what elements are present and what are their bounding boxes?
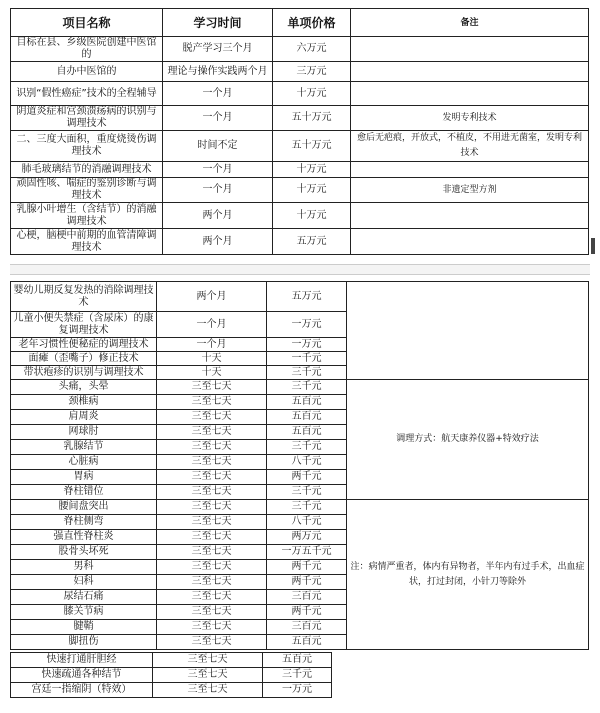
project-name-cell: 脚扭伤: [11, 635, 157, 650]
remark-cell: 非遗定型方剂: [351, 178, 589, 203]
project-name-cell: 头痛，头晕: [11, 380, 157, 395]
study-time-cell: 十天: [157, 352, 267, 366]
study-time-cell: 三至七天: [157, 620, 267, 635]
study-time-cell: 时间不定: [163, 131, 273, 162]
price-cell: 十万元: [273, 203, 351, 229]
study-time-cell: 两个月: [163, 203, 273, 229]
price-cell: 五百元: [267, 395, 347, 410]
price-cell: 两万元: [267, 530, 347, 545]
project-name-cell: 目标在县、乡级医院创建中医馆的: [11, 37, 163, 62]
price-cell: 一千元: [267, 352, 347, 366]
header-remarks: 备注: [351, 9, 589, 37]
project-name-cell: 股骨头坏死: [11, 545, 157, 560]
price-cell: 三百元: [267, 620, 347, 635]
price-cell: 两千元: [267, 575, 347, 590]
remark-cell: [351, 37, 589, 62]
project-name-cell: 阴道炎症和宫颈溃疡病的识别与调理技术: [11, 106, 163, 131]
table-row: [11, 203, 589, 229]
price-cell: 一万五千元: [267, 545, 347, 560]
study-time-cell: 三至七天: [157, 515, 267, 530]
project-name-cell: 男科: [11, 560, 157, 575]
price-cell: 三千元: [267, 500, 347, 515]
price-cell: 三万元: [273, 62, 351, 82]
remark-cell: 发明专利技术: [351, 106, 589, 131]
study-time-cell: 两个月: [157, 282, 267, 312]
price-cell: 五百元: [267, 410, 347, 425]
project-name-cell: 腱鞘: [11, 620, 157, 635]
study-time-cell: 理论与操作实践两个月: [163, 62, 273, 82]
project-name-cell: 脊柱错位: [11, 485, 157, 500]
project-name-cell: 快速疏通各种结节: [11, 668, 153, 683]
study-time-cell: 三至七天: [157, 605, 267, 620]
price-cell: 三千元: [263, 668, 332, 683]
table-row: [11, 162, 589, 178]
remarks-blank-cell: [347, 282, 589, 380]
study-time-cell: 三至七天: [153, 668, 263, 683]
project-name-cell: 胃病: [11, 470, 157, 485]
price-cell: 三百元: [267, 590, 347, 605]
treatment-method-note: 调理方式：航天康养仪器+特效疗法: [347, 380, 589, 500]
project-name-cell: 膝关节病: [11, 605, 157, 620]
price-cell: 两千元: [267, 605, 347, 620]
price-cell: 一万元: [267, 312, 347, 338]
project-name-cell: 自办中医馆的: [11, 62, 163, 82]
table-row: [11, 380, 589, 395]
pricing-table-main: [10, 8, 589, 255]
project-name-cell: 肩周炎: [11, 410, 157, 425]
header-project-name: 项目名称: [11, 9, 163, 37]
price-cell: 三千元: [267, 366, 347, 380]
study-time-cell: 三至七天: [157, 440, 267, 455]
study-time-cell: 三至七天: [157, 410, 267, 425]
price-cell: 五万元: [267, 282, 347, 312]
study-time-cell: 一个月: [157, 312, 267, 338]
study-time-cell: 一个月: [163, 106, 273, 131]
study-time-cell: 三至七天: [157, 530, 267, 545]
project-name-cell: 脊柱侧弯: [11, 515, 157, 530]
study-time-cell: 一个月: [163, 162, 273, 178]
study-time-cell: 一个月: [157, 338, 267, 352]
project-name-cell: 婴幼儿期反复发热的消除调理技术: [11, 282, 157, 312]
project-name-cell: 强直性脊柱炎: [11, 530, 157, 545]
table-row: [11, 178, 589, 203]
project-name-cell: 心梗，脑梗中前期的血管清障调理技术: [11, 229, 163, 255]
price-cell: 一万元: [267, 338, 347, 352]
study-time-cell: 脱产学习三个月: [163, 37, 273, 62]
table-row: [11, 106, 589, 131]
study-time-cell: 三至七天: [157, 380, 267, 395]
project-name-cell: 面瘫（歪嘴子）修正技术: [11, 352, 157, 366]
table-row: [11, 653, 332, 668]
study-time-cell: 一个月: [163, 82, 273, 106]
price-cell: 六万元: [273, 37, 351, 62]
price-cell: 八千元: [267, 515, 347, 530]
project-name-cell: 快速打通肝胆经: [11, 653, 153, 668]
project-name-cell: 二、三度大面积，重度烧烫伤调理技术: [11, 131, 163, 162]
table-row: [11, 500, 589, 515]
table-row: [11, 62, 589, 82]
project-name-cell: 老年习惯性便秘症的调理技术: [11, 338, 157, 352]
study-time-cell: 一个月: [163, 178, 273, 203]
header-study-time: 学习时间: [163, 9, 273, 37]
price-cell: 五十万元: [273, 106, 351, 131]
study-time-cell: 三至七天: [157, 455, 267, 470]
study-time-cell: 三至七天: [157, 425, 267, 440]
remark-cell: [351, 203, 589, 229]
study-time-cell: 三至七天: [153, 683, 263, 698]
price-cell: 三千元: [267, 485, 347, 500]
price-cell: 五百元: [267, 635, 347, 650]
page-break-divider: [10, 264, 590, 275]
project-name-cell: 带状疱疹的识别与调理技术: [11, 366, 157, 380]
price-cell: 十万元: [273, 178, 351, 203]
price-cell: 五百元: [263, 653, 332, 668]
price-cell: 五百元: [267, 425, 347, 440]
table-row: [11, 668, 332, 683]
project-name-cell: 乳腺结节: [11, 440, 157, 455]
price-cell: 五十万元: [273, 131, 351, 162]
project-name-cell: 肺毛玻璃结节的消融调理技术: [11, 162, 163, 178]
price-cell: 五万元: [273, 229, 351, 255]
project-name-cell: 网球肘: [11, 425, 157, 440]
study-time-cell: 三至七天: [157, 500, 267, 515]
study-time-cell: 三至七天: [157, 485, 267, 500]
project-name-cell: 心脏病: [11, 455, 157, 470]
study-time-cell: 三至七天: [157, 635, 267, 650]
project-name-cell: 识别“假性癌症”技术的全程辅导: [11, 82, 163, 106]
project-name-cell: 儿童小便失禁症（含尿床）的康复调理技术: [11, 312, 157, 338]
project-name-cell: 顽固性咳、喘症的鉴别诊断与调理技术: [11, 178, 163, 203]
table-row: [11, 282, 589, 312]
study-time-cell: 三至七天: [157, 470, 267, 485]
price-cell: 十万元: [273, 82, 351, 106]
table-row: [11, 82, 589, 106]
project-name-cell: 颈椎病: [11, 395, 157, 410]
study-time-cell: 三至七天: [157, 545, 267, 560]
table-row: [11, 37, 589, 62]
price-cell: 两千元: [267, 470, 347, 485]
table-row: [11, 131, 589, 162]
remark-cell: [351, 62, 589, 82]
table-row: [11, 683, 332, 698]
remark-cell: [351, 82, 589, 106]
project-name-cell: 宫廷一指缩阴（特效）: [11, 683, 153, 698]
project-name-cell: 乳腺小叶增生（含结节）的消融调理技术: [11, 203, 163, 229]
pricing-table-special: [10, 652, 332, 698]
scroll-indicator: [591, 238, 595, 254]
contraindication-note: 注：病情严重者，体内有异物者，半年内有过手术，出血症状，打过封闭，小针刀等除外: [347, 500, 589, 650]
price-cell: 三千元: [267, 440, 347, 455]
remark-cell: 愈后无疤痕，开放式，不植皮，不用进无菌室，发明专利技术: [351, 131, 589, 162]
price-cell: 八千元: [267, 455, 347, 470]
study-time-cell: 三至七天: [157, 395, 267, 410]
study-time-cell: 三至七天: [153, 653, 263, 668]
pricing-table-therapies: [10, 281, 589, 650]
price-cell: 两千元: [267, 560, 347, 575]
price-cell: 十万元: [273, 162, 351, 178]
study-time-cell: 两个月: [163, 229, 273, 255]
project-name-cell: 腰间盘突出: [11, 500, 157, 515]
study-time-cell: 三至七天: [157, 575, 267, 590]
table-row: [11, 229, 589, 255]
price-cell: 一万元: [263, 683, 332, 698]
study-time-cell: 三至七天: [157, 590, 267, 605]
project-name-cell: 妇科: [11, 575, 157, 590]
table-header-row: [11, 9, 589, 37]
remark-cell: [351, 162, 589, 178]
study-time-cell: 十天: [157, 366, 267, 380]
study-time-cell: 三至七天: [157, 560, 267, 575]
project-name-cell: 尿结石痛: [11, 590, 157, 605]
price-cell: 三千元: [267, 380, 347, 395]
header-unit-price: 单项价格: [273, 9, 351, 37]
remark-cell: [351, 229, 589, 255]
